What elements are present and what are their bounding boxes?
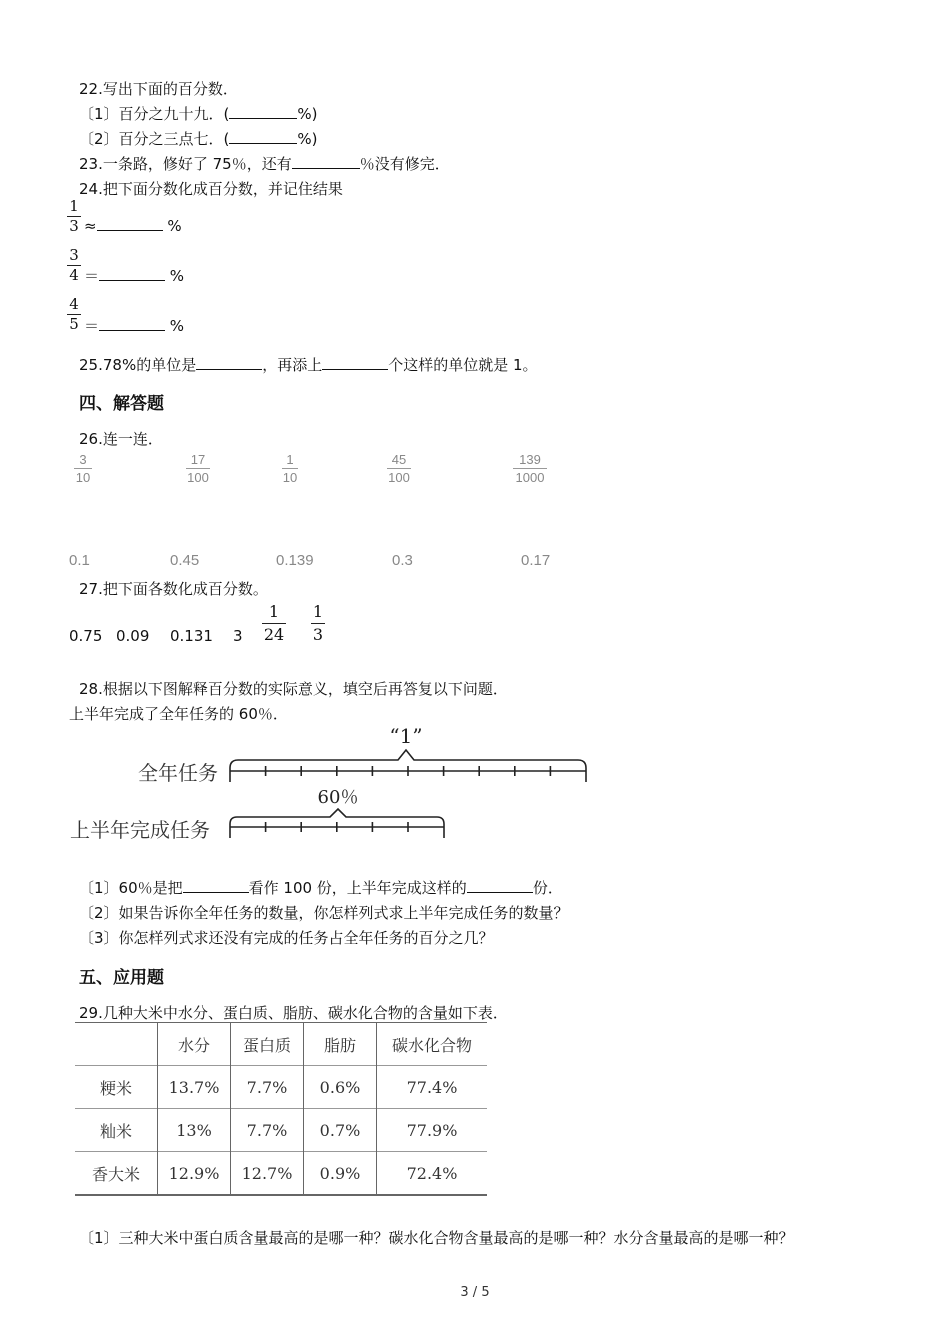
q24-op-3: ＝ — [84, 317, 100, 335]
page-number: 3 / 5 — [460, 1285, 490, 1300]
q26-fraction[interactable] — [387, 452, 411, 485]
table-cell: 72.4% — [377, 1152, 488, 1196]
q28-full-label: 全年任务 — [138, 763, 218, 785]
q25-c: 个这样的单位就是 1。 — [388, 356, 538, 374]
q24-fraction-1 — [67, 198, 81, 235]
q23-post: ％没有修完． — [359, 155, 450, 173]
q26-fraction[interactable] — [282, 452, 298, 485]
q25-b: ，再添上 — [262, 356, 323, 374]
table-header-cell: 脂肪 — [304, 1023, 377, 1066]
q28-half-brace — [230, 809, 444, 824]
table-row — [75, 1109, 487, 1152]
q27-fraction-2 — [311, 602, 325, 645]
table-cell: 13% — [158, 1109, 231, 1152]
q22-part1-text: 〔1〕百分之九十九．( — [79, 105, 230, 123]
table-cell: 13.7% — [158, 1066, 231, 1109]
table-header-row — [75, 1023, 487, 1066]
table-cell: 香大米 — [75, 1152, 158, 1196]
q28-line: 上半年完成了全年任务的 60％． — [69, 705, 288, 723]
q27-number-2: 0.09 — [116, 627, 150, 645]
q24-blank-3[interactable] — [99, 316, 165, 331]
q28-half-label: 上半年完成任务 — [70, 820, 210, 842]
q26-frac-den: 100 — [388, 470, 410, 485]
q25-blank-2[interactable] — [322, 355, 388, 370]
q24-pct-1: % — [167, 217, 182, 235]
q22-part1 — [79, 103, 318, 124]
table-cell: 0.9% — [304, 1152, 377, 1196]
rice-nutrition-table — [75, 1022, 487, 1196]
table-cell: 粳米 — [75, 1066, 158, 1109]
q28-bar-diagram — [70, 720, 600, 845]
q22-part2 — [79, 128, 318, 149]
q23-blank[interactable] — [292, 154, 360, 169]
q27-number-3: 0.131 — [170, 627, 213, 645]
table-cell: 12.7% — [231, 1152, 304, 1196]
q27-frac1-den: 24 — [263, 625, 285, 644]
q26-decimal[interactable]: 0.45 — [170, 552, 200, 569]
q28-sub-2: 〔2〕如果告诉你全年任务的数量，你怎样列式求上半年完成任务的数量？ — [79, 904, 569, 922]
table-header-cell: 蛋白质 — [231, 1023, 304, 1066]
q26-title: 26.连一连． — [79, 430, 163, 448]
q28-sub-3: 〔3〕你怎样列式求还没有完成的任务占全年任务的百分之几？ — [79, 929, 494, 947]
table-header-cell: 碳水化合物 — [377, 1023, 488, 1066]
table-cell: 77.4% — [377, 1066, 488, 1109]
q28-blank-2[interactable] — [467, 878, 533, 893]
section-5-heading: 五、应用题 — [79, 968, 164, 988]
q26-frac-num: 17 — [190, 452, 206, 467]
table-row — [75, 1066, 487, 1109]
q26-fraction[interactable] — [513, 452, 547, 485]
section-4-heading: 四、解答题 — [79, 394, 164, 414]
q26-frac-den: 10 — [282, 470, 298, 485]
q24-pct-3: % — [169, 317, 185, 335]
table-cell: 7.7% — [231, 1066, 304, 1109]
q24-title: 24.把下面分数化成百分数，并记住结果 — [79, 180, 343, 198]
q24-item-3 — [84, 315, 184, 336]
table-cell: 0.6% — [304, 1066, 377, 1109]
q28-s1c: 份． — [532, 879, 563, 897]
q26-fraction[interactable] — [186, 452, 210, 485]
table-cell: 籼米 — [75, 1109, 158, 1152]
q22-part2-text: 〔2〕百分之三点七．( — [79, 130, 230, 148]
q26-frac-num: 1 — [286, 452, 294, 467]
q27-fraction-1 — [262, 602, 286, 645]
q26-frac-den: 100 — [187, 470, 209, 485]
q24-frac1-num: 1 — [69, 197, 79, 215]
q26-decimal[interactable]: 0.17 — [521, 552, 551, 569]
q24-frac3-num: 4 — [69, 295, 79, 313]
q23-pre: 23.一条路，修好了 75％，还有 — [79, 155, 292, 173]
q27-frac1-num: 1 — [268, 602, 280, 621]
q25-line — [79, 354, 538, 375]
q24-fraction-2 — [67, 247, 81, 284]
q26-frac-num: 3 — [79, 452, 87, 467]
q22-part1-suffix: %) — [297, 105, 318, 123]
q22-part2-suffix: %) — [297, 130, 318, 148]
q27-number-1: 0.75 — [69, 627, 103, 645]
q27-frac2-den: 3 — [312, 625, 324, 644]
q28-blank-1[interactable] — [183, 878, 249, 893]
q25-a: 25.78%的单位是 — [79, 356, 197, 374]
q26-fraction[interactable] — [74, 452, 92, 485]
q24-pct-2: % — [169, 267, 185, 285]
q29-sub-1: 〔1〕三种大米中蛋白质含量最高的是哪一种？碳水化合物含量最高的是哪一种？水分含量最高的是哪一种？ — [79, 1229, 794, 1247]
q25-blank-1[interactable] — [196, 355, 262, 370]
q26-frac-num: 45 — [391, 452, 407, 467]
q24-item-2 — [84, 265, 184, 286]
q26-frac-den: 10 — [75, 470, 91, 485]
q28-s1b: 看作 100 份，上半年完成这样的 — [248, 879, 467, 897]
q24-blank-2[interactable] — [99, 266, 165, 281]
table-header-cell — [75, 1023, 158, 1066]
q24-frac1-den: 3 — [69, 217, 79, 235]
q26-frac-num: 139 — [519, 452, 541, 467]
q24-blank-1[interactable] — [97, 216, 163, 231]
q28-full-brace — [230, 750, 586, 768]
q22-blank-2[interactable] — [229, 129, 297, 144]
q26-decimal[interactable]: 0.139 — [276, 552, 314, 569]
q27-frac2-num: 1 — [312, 602, 324, 621]
q24-fraction-3 — [67, 296, 81, 333]
q24-op-2: ＝ — [84, 267, 100, 285]
q28-sub-1 — [79, 877, 563, 898]
q24-item-1 — [84, 216, 182, 235]
q26-frac-den: 1000 — [515, 470, 545, 485]
table-header-cell: 水分 — [158, 1023, 231, 1066]
table-row — [75, 1152, 487, 1196]
q27-number-4: 3 — [233, 627, 243, 645]
table-cell: 7.7% — [231, 1109, 304, 1152]
table-cell: 77.9% — [377, 1109, 488, 1152]
q27-title: 27.把下面各数化成百分数。 — [79, 580, 268, 598]
table-cell: 0.7% — [304, 1109, 377, 1152]
q28-title: 28.根据以下图解释百分数的实际意义，填空后再答复以下问题． — [79, 680, 508, 698]
q24-frac2-num: 3 — [69, 246, 79, 264]
q24-frac3-den: 5 — [69, 315, 79, 333]
q28-s1a: 〔1〕60％是把 — [79, 879, 183, 897]
q22-blank-1[interactable] — [229, 104, 297, 119]
q29-title: 29.几种大米中水分、蛋白质、脂肪、碳水化合物的含量如下表． — [79, 1004, 508, 1022]
q24-op-1: ≈ — [84, 217, 97, 235]
q23-line — [79, 153, 450, 174]
q24-frac2-den: 4 — [69, 266, 79, 284]
q28-one-label: “1” — [389, 724, 423, 748]
table-cell: 12.9% — [158, 1152, 231, 1196]
q26-decimal[interactable]: 0.3 — [392, 552, 413, 569]
q26-decimal[interactable]: 0.1 — [69, 552, 90, 569]
q22-title: 22.写出下面的百分数． — [79, 80, 238, 98]
q28-pct-label: 60％ — [317, 787, 359, 808]
